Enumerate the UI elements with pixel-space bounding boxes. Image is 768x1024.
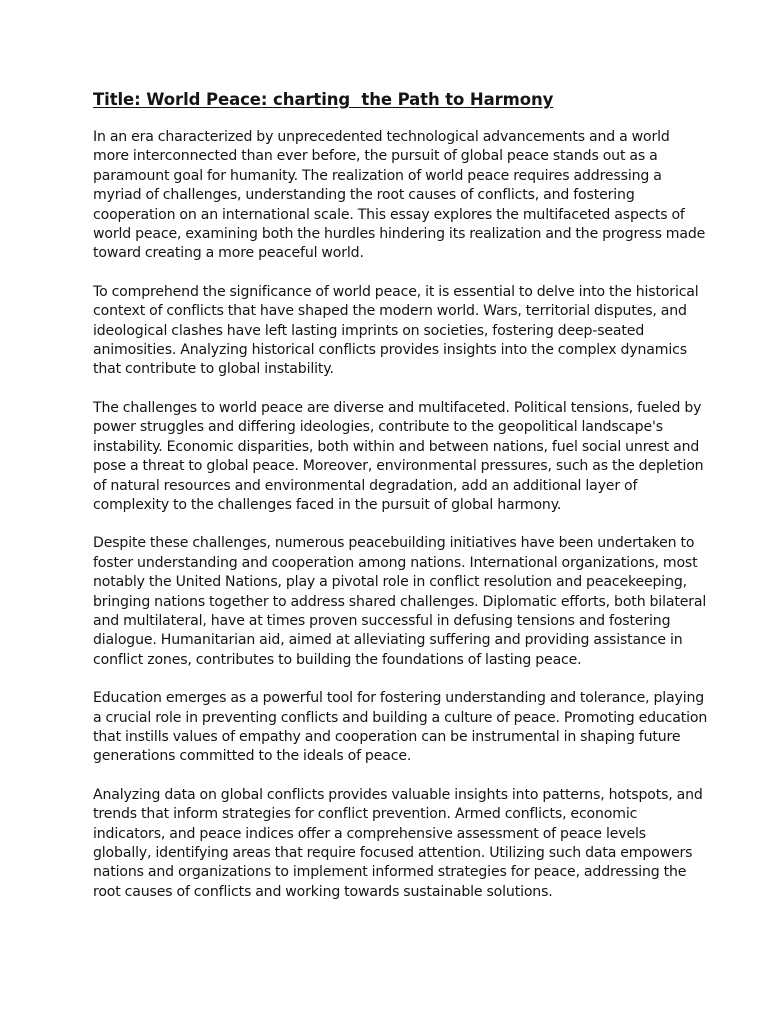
paragraph-historical-context: To comprehend the significance of world peace, it is essential to delve into the historical context of conflicts that have shaped the modern world. Wars, territorial disputes, and ideological clashes have left lasting imprints on societies, fostering deep-seated animosities. Analyzing historical conflicts provides insights into the complex dynamics that contribute to global instability. [93, 283, 699, 378]
paragraph-data-analysis: Analyzing data on global conflicts provides valuable insights into patterns, hotspots, and trends that inform strategies for conflict prevention. Armed conflicts, economic indicators, and peace indices offer a comprehensive assessment of peace levels globally, identifying areas that require focused attention. Utilizing such data empowers nations and organizations to implement informed strategies for peace, addressing the root causes of conflicts and working towards sustainable solutions. [93, 786, 703, 900]
paragraph-education: Education emerges as a powerful tool for fostering understanding and tolerance, playing a crucial role in preventing conflicts and building a culture of peace. Promoting education that instills values of empathy and cooperation can be instrumental in shaping future generations committed to the ideals of peace. [93, 690, 708, 765]
paragraph-challenges: The challenges to world peace are diverse and multifaceted. Political tensions, fueled by power struggles and differing ideologies, contribute to the geopolitical landscape's instability. Economic disparities, both within and between nations, fuel social unrest and pose a threat to global peace. Moreover, environmental pressures, such as the depletion of natural resources and environmental degradation, add an additional layer of complexity to the challenges faced in the pursuit of global harmony. [93, 399, 704, 513]
paragraph-introduction: In an era characterized by unprecedented technological advancements and a world more interconnected than ever before, the pursuit of global peace stands out as a paramount goal for humanity. The realization of world peace requires addressing a myriad of challenges, understanding the root causes of conflicts, and fostering cooperation on an international scale. This essay explores the multifaceted aspects of world peace, examining both the hurdles hindering its realization and the progress made toward creating a more peaceful world. [93, 129, 706, 262]
paragraph-peacebuilding: Despite these challenges, numerous peacebuilding initiatives have been undertaken to foster understanding and cooperation among nations. International organizations, most notably the United Nations, play a pivotal role in conflict resolution and peacekeeping, bringing nations together to address shared challenges. Diplomatic efforts, both bilateral and multilateral, have at times proven successful in defusing tensions and fostering dialogue. Humanitarian aid, aimed at alleviating suffering and providing assistance in conflict zones, contributes to building the foundations of lasting peace. [93, 535, 707, 668]
document-title: Title: World Peace: charting the Path to Harmony [93, 90, 554, 109]
